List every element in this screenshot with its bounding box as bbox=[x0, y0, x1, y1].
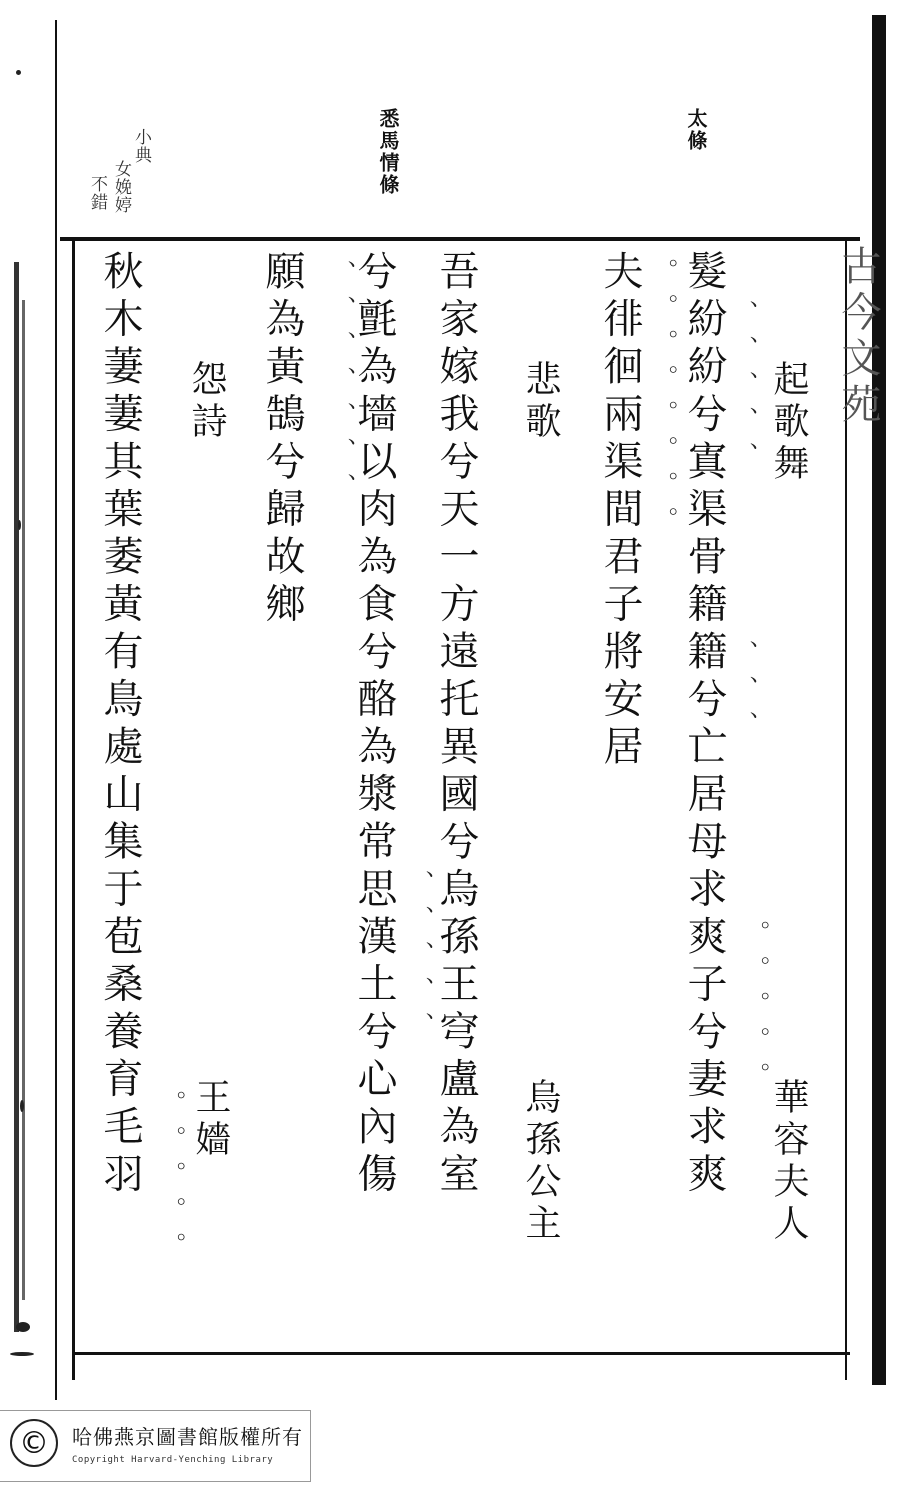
header-note-b: 悉馬情條 bbox=[376, 108, 400, 196]
right-frame-line bbox=[872, 15, 886, 1385]
header-note-a: 太條 bbox=[684, 108, 708, 152]
poem-title-beige: 悲歌 bbox=[520, 360, 561, 444]
poem-author-huarong: 華容夫人 bbox=[768, 1078, 809, 1246]
text-column-7: 願為黃鵠兮歸故鄉 bbox=[259, 250, 305, 630]
left-inner-line bbox=[72, 240, 75, 1380]
scan-speck bbox=[16, 1322, 30, 1332]
marks-column-6: 、、、、、、、 bbox=[328, 260, 356, 521]
scan-speck bbox=[10, 1352, 34, 1356]
poem-title-qigewu: 起歌舞 bbox=[768, 360, 809, 486]
left-edge-bar bbox=[14, 262, 19, 1332]
text-column-5: 吾家嫁我兮天一方遠托異國兮烏孫王穹盧為室 bbox=[433, 250, 479, 1200]
scan-speck bbox=[16, 70, 21, 75]
marks-column-2c: 。。。。。 bbox=[742, 920, 770, 1110]
text-column-9: 秋木萋萋其葉萎黃有鳥處山集于苞桑養育毛羽 bbox=[97, 250, 143, 1200]
text-column-6: 兮氈為墻以肉為食兮酪為漿常思漢土兮心內傷 bbox=[351, 250, 397, 1200]
bottom-rule bbox=[75, 1352, 850, 1355]
poem-author-wusun: 烏孫公主 bbox=[520, 1078, 561, 1246]
copyright-text-zh: 哈佛燕京圖書館版權所有 bbox=[72, 1425, 303, 1449]
copyright-icon: © bbox=[10, 1419, 58, 1467]
marks-column-9: 。。。。。 bbox=[158, 1090, 186, 1280]
right-margin-title: 古今文苑 bbox=[835, 245, 881, 429]
poem-author-wangqiang: 王嬙 bbox=[190, 1078, 231, 1162]
scan-speck bbox=[20, 1100, 24, 1112]
copyright-text-en: Copyright Harvard-Yenching Library bbox=[72, 1455, 274, 1465]
text-column-1: 夫徘徊兩渠間君子將安居 bbox=[597, 250, 643, 773]
poem-title-yuanshi: 怨詩 bbox=[186, 360, 227, 444]
top-rule bbox=[60, 237, 860, 241]
marks-column-2b: 、、、 bbox=[730, 640, 758, 759]
header-note-c3: 不錯 bbox=[87, 175, 107, 211]
marks-column-1: 。。。。。。。。 bbox=[650, 258, 678, 554]
copyright-stamp bbox=[0, 1410, 311, 1482]
left-frame-line bbox=[55, 20, 57, 1400]
scan-speck bbox=[18, 520, 21, 530]
text-column-2: 髮紛紛兮寘渠骨籍籍兮亡居母求爽子兮妻求爽 bbox=[681, 250, 727, 1200]
header-note-c2: 女娩婷 bbox=[111, 160, 131, 214]
left-edge-bar-2 bbox=[22, 300, 25, 1300]
marks-column-2a: 、、、、、 bbox=[730, 300, 758, 490]
header-note-c1: 小典 bbox=[131, 128, 151, 164]
marks-column-6b: 、、、、、 bbox=[406, 870, 434, 1060]
